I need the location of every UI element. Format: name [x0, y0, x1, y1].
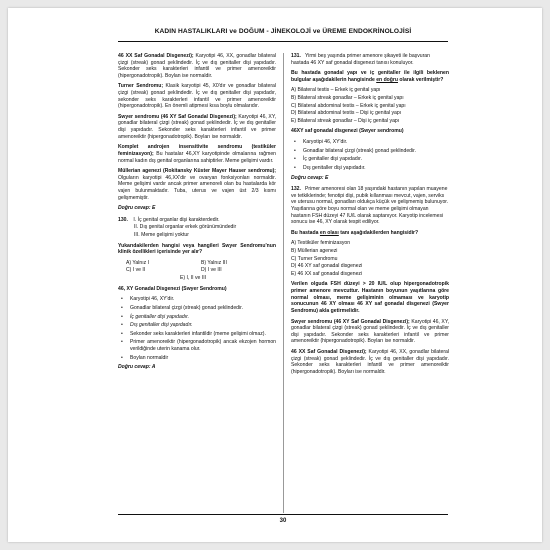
- footer-rule: [118, 514, 448, 515]
- option-d: D) 46 XY saf gonadal disgenezi: [291, 263, 363, 270]
- bullet-list: [118, 296, 276, 361]
- option-d: D) I ve III: [201, 267, 222, 274]
- header-rule: [118, 41, 448, 42]
- option-a: A) Bilateral testis – Erkek iç genital yapı: [291, 87, 381, 94]
- answer-129: Doğru cevap: E: [118, 205, 156, 212]
- stem-emphasis: en doğru: [376, 76, 398, 83]
- left-column: [118, 53, 276, 376]
- paragraph-cais: [118, 144, 276, 164]
- option-b: B) Bilateral streak gonadlar – Erkek iç genital yapı: [291, 95, 404, 102]
- text-swyer: Karyotipi 46, XY, gonadlar bilateral çizgi (streak) gonad şeklindedir. İç ve dış genitaller dişi yapıdadır. Sekonder seks karakterleri infantil ve primer amenoreiktir (hipergonadotropik). Boyları ise normaldir.: [118, 113, 276, 140]
- document-page: [8, 8, 542, 542]
- text-cais: Bu hastalar 46,XY karyotipinde olmalarına rağmen normal kadın dış genital organlarına sahiptirler. Meme gelişimi vardır.: [118, 150, 277, 164]
- bullet-item: • Gonadlar bilateral çizgi (streak) gonad şeklindedir.: [291, 148, 449, 155]
- option-a: A) Testiküler feminizasyon: [291, 240, 351, 247]
- answer-130: Doğru cevap: A: [118, 364, 156, 371]
- bullet-item: • Karyotipi 46, XY'dir.: [291, 139, 449, 146]
- option-a: A) Yalnız I: [126, 259, 150, 266]
- page-number: 30: [279, 518, 287, 524]
- term-cais: Komplet androjen insensitivite sendromu (testiküler feminizasyon);: [118, 144, 276, 157]
- statement-item: III. Meme gelişimi yoktur: [134, 232, 189, 239]
- bullet-item: • Dış genitaller dişi yapıdadır.: [291, 165, 449, 172]
- right-column: [291, 53, 449, 379]
- bullet-item: • Karyotipi 46, XY'dir.: [118, 296, 276, 303]
- stem-emphasis: en olası: [319, 229, 339, 236]
- statement-item: II. Dış genital organlar erkek görünümündedir: [134, 224, 237, 231]
- term-swyer: Swyer sendromu (46 XY Saf Gonadal Disgenezi);: [291, 318, 410, 325]
- question-intro: Primer amenoresi olan 18 yaşındaki hastanın yapılan muayene ve tetkiklerinde; fenotipi dişi, pubik kıllanması mevcut, vajen, serviks ve uterusu normal, gonadları oldukça küçük ve gelişmemiş bulunuyor. Yaşıtlarına göre boyu normal olan ve meme gelişimi olmayan hastanın FSH düzeyi 47 IU/L olarak saptanıyor. Karyotip incelemesi sonucu ise 46, XY olarak tespit ediliyor.: [291, 186, 449, 226]
- paragraph-turner: [118, 83, 276, 109]
- term-46xx: 46 XX Saf Gonadal Disgenezi);: [118, 53, 194, 59]
- option-c: C) Turner Sendromu: [291, 255, 338, 262]
- answer-options: [291, 87, 449, 124]
- question-stem: [291, 230, 449, 237]
- bullet-list: [291, 139, 449, 171]
- term-turner: Turner Sendromu;: [118, 83, 164, 90]
- answer-options: [291, 240, 449, 277]
- bullet-item: • Primer amenoreiktir (hipergonadotropik) ancak ekzojen hormon verildiğinde uterin kanama olur.: [118, 339, 276, 352]
- question-number: 131.: [291, 53, 301, 59]
- option-b: B) Müllerian agenezi: [291, 248, 338, 255]
- option-e: E) I, II ve III: [180, 275, 207, 282]
- option-e: E) Bilateral streak gonadlar – Dişi iç genital yapı: [291, 117, 400, 124]
- stem-part: tanı aşağıdakilerden hangisidir?: [338, 229, 419, 236]
- answer-131: Doğru cevap: E: [291, 174, 329, 181]
- paragraph-swyer: [118, 114, 276, 140]
- option-d: D) Bilateral abdominal testis – Dişi iç genital yapı: [291, 110, 402, 117]
- question-intro: Yirmi beş yaşında primer amenore şikayeti ile başvuran hastada 46 XY saf gonadal disgenezi tanısı konuluyor.: [291, 53, 430, 66]
- answer-options: [126, 260, 276, 274]
- paragraph-46xx: [291, 349, 449, 375]
- paragraph-mrkh: [118, 168, 276, 201]
- bullet-item: • İç genitaller dişi yapıdadır.: [118, 314, 276, 321]
- question-number: 132.: [291, 186, 301, 193]
- paragraph-46xx: [118, 53, 276, 79]
- text-46xx: Karyotipi 46, XX, gonadlar bilateral çizgi (streak) gonad şeklindedir. İç ve dış genitaller dişi yapıdadır. Sekonder seks karakterleri infantil ve primer amenoreiktir (hipergonadotropik). Boyları ise normaldir.: [291, 348, 449, 375]
- option-c: C) Bilateral abdominal testis – Erkek iç genital yapı: [291, 102, 406, 109]
- question-stem: Yukarıdakilerden hangisi veya hangileri Swyer Sendromu'nun klinik özellikleri içerisinde yer alır?: [118, 242, 276, 256]
- question-132: [291, 186, 449, 277]
- bullet-item: • Gonadlar bilateral çizgi (streak) gonad şeklindedir.: [118, 305, 276, 312]
- page-header: KADIN HASTALIKLARI ve DOĞUM - JİNEKOLOJİ ve ÜREME ENDOKRİNOLOJİSİ: [154, 28, 412, 35]
- bullet-item: • İç genitaller dişi yapıdadır.: [291, 156, 449, 163]
- term-mrkh: Müllerian agenezi (Rokitansky Küster Mayer Hauser sendromu);: [118, 168, 276, 175]
- statement-list: [134, 224, 276, 238]
- text-46xx: Karyotipi 46, XX, gonadlar bilateral çizgi (streak) gonad şeklindedir. İç ve dış genitaller dişi yapıdadır. Sekonder seks karakterleri infantil ve primer amenoreiktir (hipergonadotropik). Boylan ise normaldir.: [118, 53, 276, 79]
- term-swyer: Swyer sendromu (46 XY Saf Gonadal Disgenezi);: [118, 113, 237, 120]
- term-46xx: 46 XX Saf Gonadal Disgenezi);: [291, 348, 367, 355]
- option-c: C) I ve II: [126, 267, 146, 274]
- option-b: B) Yalnız III: [201, 259, 227, 266]
- bullet-item: • Sekonder seks karakterleri infantildir (meme gelişimi olmaz).: [118, 331, 276, 338]
- explanation-summary: Verilen olguda FSH düzeyi > 20 IU/L olup hipergonadotropik primer amenore mevcuttur. Hastanın boyunun yaşıtlarına göre normal olması, meme gelişiminin olmaması ve karyotip sonucunun 46 XY olması 46 XY saf gonadal disgenezi (Swyer Sendromu) akla getirmelidir.: [291, 281, 449, 314]
- text-mrkh: Olguların karyotipi 46,XX'dir ve ovaryan fonksiyonları normaldir. Meme gelişimi vardır ancak primer amenoreli olan bu hastalarda kör vajen bulunmaktadır. Tuba, uterus ve vajen üst 2/3 kısmı gelişmemiştir.: [118, 174, 276, 201]
- bullet-item: • Boylan normaldir: [118, 355, 276, 362]
- stem-part: Bu hastada gonadal yapı ve iç genitaller ile ilgili beklenen bulgular aşağıdakilerin hangisinde: [291, 70, 449, 83]
- column-divider: [283, 53, 284, 513]
- question-stem: [291, 70, 449, 83]
- section-title: 46, XY Gonadal Disgenezi (Swyer Sendromu): [118, 285, 227, 292]
- stem-part: olarak verilmiştir?: [398, 76, 444, 83]
- section-title: 46XY saf gonadal disgenezi (Swyer sendromu): [291, 128, 404, 135]
- bullet-item: • Dış genitaller dişi yapıdadır.: [118, 322, 276, 329]
- question-131: [291, 53, 449, 124]
- question-number: 130.: [118, 216, 128, 223]
- text-swyer: Karyotipi 46, XY, gonadlar bilateral çizgi (streak) gonad şeklindedir. İç ve dış genitaller dişi yapıdadır. Sekonder seks karakterleri infantil ve primer amenoreiktir (hipergonadotropik). Boyları ise normaldir.: [291, 318, 449, 345]
- text-turner: Klasik karyotipi 45, X0'dır ve gonadlar bilateral çizgi (streak) gonad şeklindedir. İç ve dış genitaller dişi yapıdadır, sekonder seks karakterleri infantil ve primer amenoreiktir (hipergonadotropik). En önemli atipmesi kısa boylu olmalarıdır.: [118, 83, 276, 110]
- option-e: E) 46 XX saf gonadal disgenezi: [291, 270, 363, 277]
- question-130: [118, 217, 276, 282]
- stem-part: Bu hastada: [291, 229, 320, 236]
- statement-item: I. İç genital organlar dişi karakterdedir.: [133, 216, 220, 223]
- paragraph-swyer: [291, 319, 449, 345]
